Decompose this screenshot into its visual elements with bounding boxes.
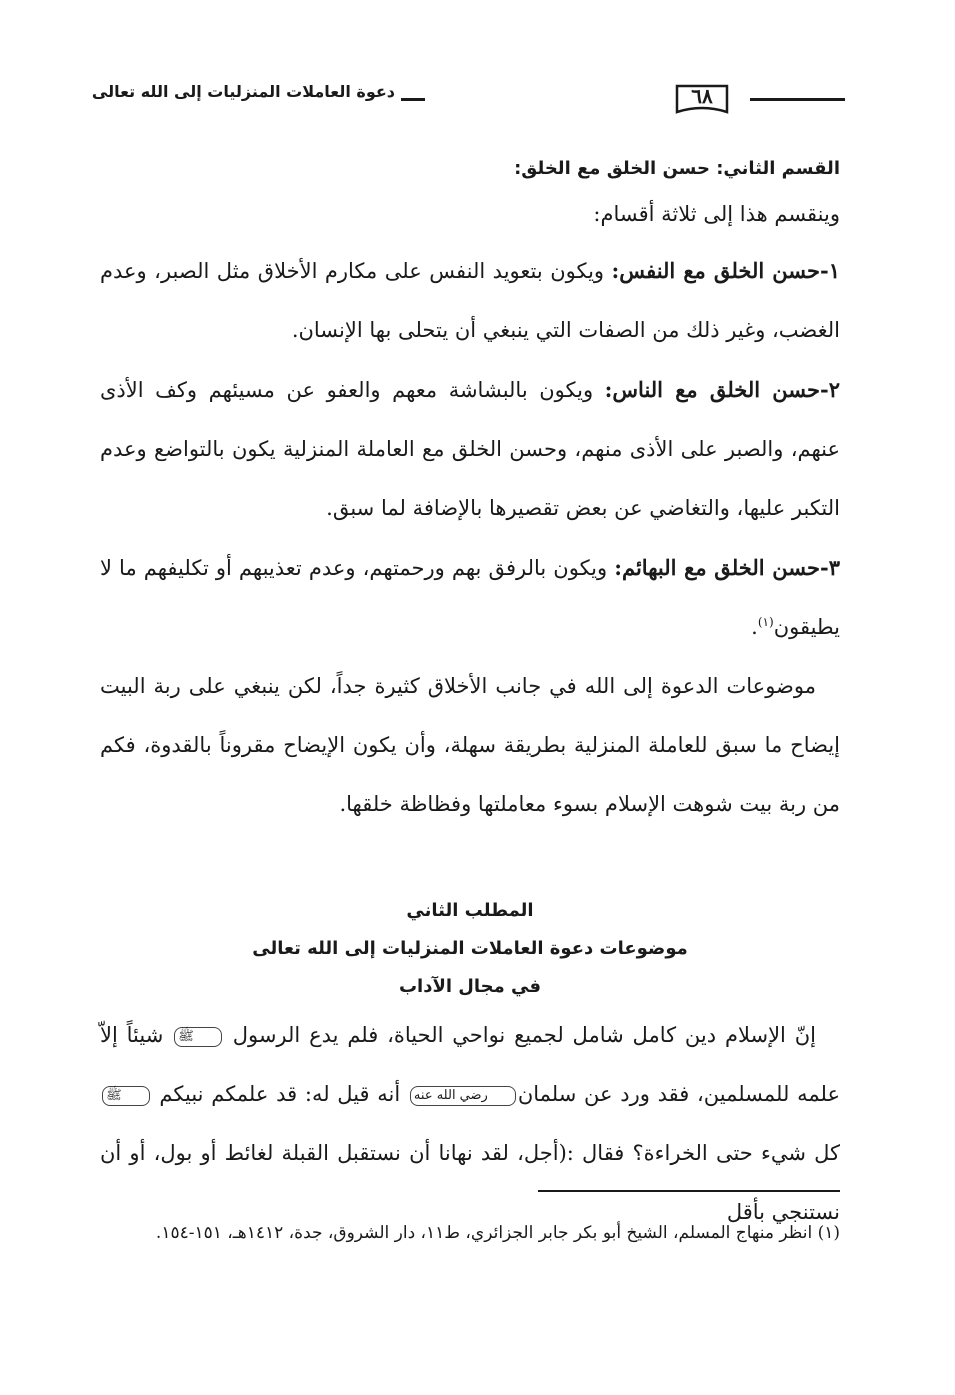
adab-paragraph [100,1006,840,1242]
radi-allah-icon: رضي الله عنه [410,1086,516,1106]
footnote-separator [538,1190,840,1192]
text-run: شيئاً إلاّ علمه للمسلمين، فقد ورد عن سلمان [100,1023,840,1106]
salla-allah-icon: ﷺ [102,1086,150,1106]
main-text [100,150,840,1242]
list-item-people [100,360,840,538]
section-heading: القسم الثاني: حسن الخلق مع الخلق: [514,158,840,179]
subsection-title: المطلب الثاني [406,900,534,921]
text-run: إنّ الإسلام دين كامل شامل لجميع نواحي الحياة، فلم يدع الرسول [232,1023,816,1047]
running-header [91,78,845,122]
footnote: (١) انظر منهاج المسلم، الشيخ أبو بكر جابر الجزائري، ط١١، دار الشروق، جدة، ١٤١٢هـ، ١٥١-١٥٤. [155,1223,840,1243]
list-item-animals [100,538,840,657]
running-title: دعوة العاملات المنزليات إلى الله تعالى [95,82,401,101]
item-label: ١-حسن الخلق مع النفس: [611,258,841,283]
period: . [751,615,758,639]
footnote-ref[interactable]: (١) [757,615,774,629]
subsection-title: موضوعات دعوة العاملات المنزليات إلى الله تعالى [252,938,688,959]
spacer [100,834,840,892]
page-number: ٦٨ [691,84,713,108]
subsection-title: في مجال الآداب [398,976,542,997]
header-rule-right [750,98,845,101]
item-label: ٢-حسن الخلق مع الناس: [604,377,840,402]
closing-paragraph: موضوعات الدعوة إلى الله في جانب الأخلاق كثيرة جداً، لكن ينبغي على ربة البيت إيضاح ما سبق للعاملة المنزلية بطريقة سهلة، وأن يكون الإيضاح مقروناً بالقدوة، فكم من ربة بيت شوهت الإسلام بسوء معاملتها وفظاظة خلقها. [100,674,840,816]
section-intro: وينقسم هذا إلى ثلاثة أقسام: [593,202,840,226]
item-text: ويكون بتعويد النفس على مكارم الأخلاق مثل الصبر، وعدم الغضب، وغير ذلك من الصفات التي ينبغي أن يتحلى بها الإنسان. [100,259,840,342]
page-number-badge [673,82,731,116]
text-run: كل شيء حتى الخراءة؟ فقال :(أجل، لقد نهانا أن نستقبل القبلة لغائط أو بول، أو أن نستنجي بأقل [100,1141,840,1224]
item-text: ويكون بالبشاشة معهم والعفو عن مسيئهم وكف الأذى عنهم، والصبر على الأذى منهم، وحسن الخلق مع العاملة المنزلية يكون بالتواضع وعدم التكبر عليها، والتغاضي عن بعض تقصيرها بالإضافة لما سبق. [100,378,840,520]
item-text: ويكون بالرفق بهم ورحمتهم، وعدم تعذيبهم أو تكليفهم ما لا يطيقون [100,556,840,639]
salla-allah-icon: ﷺ [174,1027,222,1047]
text-run: أنه قيل له: قد علمكم نبيكم [159,1082,408,1106]
list-item-self [100,241,840,360]
item-label: ٣-حسن الخلق مع البهائم: [614,555,840,580]
